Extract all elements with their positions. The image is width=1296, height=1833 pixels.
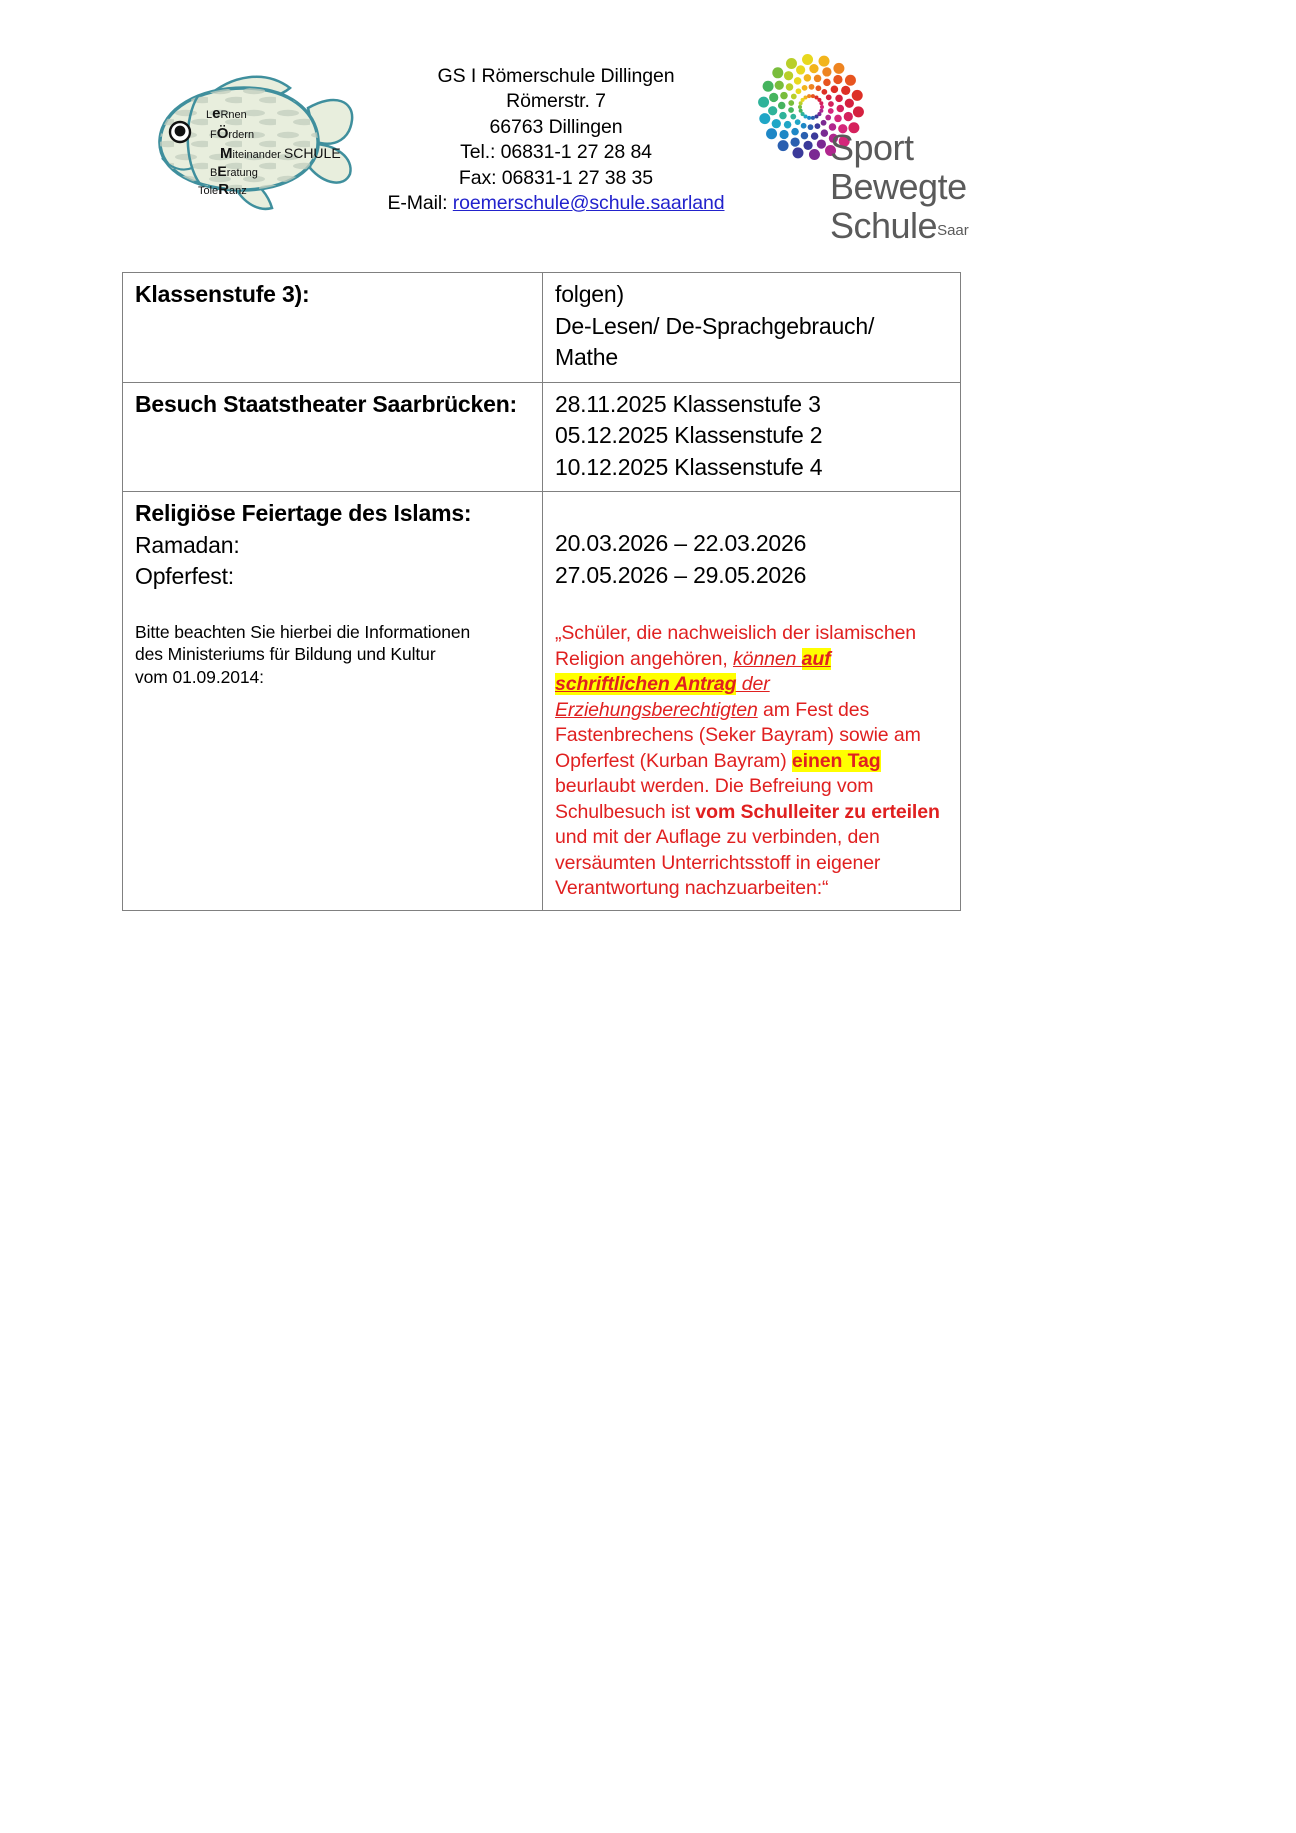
table-cell-value <box>543 492 961 911</box>
email-label: E-Mail: <box>387 192 453 215</box>
quote-segment-4: am Fest des Fastenbrechens (Seker Bayram) sowie am Opferfest (Kurban Bayram) <box>555 698 921 772</box>
row-2-line-2: 05.12.2025 Klassenstufe 2 <box>555 422 823 448</box>
sport-word-3-line <box>830 206 1070 250</box>
sport-word-2: Bewegte <box>830 166 967 207</box>
svg-text:Miteinander SCHULE: Miteinander SCHULE <box>220 145 341 162</box>
ministry-note-line-3: vom 01.09.2014: <box>135 666 264 687</box>
opferfest-dates: 27.05.2026 – 29.05.2026 <box>555 561 807 588</box>
quote-segment-2: auf schriftlichen Antrag <box>555 647 831 695</box>
row-3-sub-opferfest: Opferfest: <box>135 563 234 589</box>
ramadan-dates: 20.03.2026 – 22.03.2026 <box>555 530 807 556</box>
sport-word-1: Sport <box>830 127 914 168</box>
quote-segment-1: können <box>732 647 802 670</box>
ministry-note-line-2: des Ministeriums für Bildung und Kultur <box>135 644 436 664</box>
svg-text:FÖrdern: FÖrdern <box>210 125 255 142</box>
table-cell-value <box>543 273 961 383</box>
islam-dates <box>555 528 950 591</box>
row-2-line-3: 10.12.2025 Klassenstufe 4 <box>555 453 823 480</box>
quote-segment-5: einen Tag <box>791 749 881 772</box>
ministry-note <box>135 621 532 689</box>
row-2-line-1: 28.11.2025 Klassenstufe 3 <box>555 390 821 417</box>
svg-text:LeRnen: LeRnen <box>206 105 247 122</box>
table-row <box>123 382 961 492</box>
quote-segment-8: vom Schulleiter zu erteilen <box>695 800 940 823</box>
table-row <box>123 492 961 911</box>
school-phone: Tel.: 06831-1 27 28 84 <box>460 141 652 164</box>
row-1-line-2: De-Lesen/ De-Sprachgebrauch/ <box>555 312 875 339</box>
table-cell-label <box>123 382 543 492</box>
email-link[interactable]: roemerschule@schule.saarland <box>452 192 725 215</box>
row-1-line-3: Mathe <box>555 344 618 370</box>
school-street: Römerstr. 7 <box>506 90 606 113</box>
quote-segment-0: „Schüler, die nachweislich der islamischen Religion angehören, <box>555 622 917 670</box>
svg-text:BEratung: BEratung <box>210 163 258 179</box>
quote-segment-6: beurlaubt werden. <box>555 775 710 797</box>
fish-logo <box>140 62 370 212</box>
row-1-values <box>555 279 950 374</box>
row-3-sub-ramadan: Ramadan: <box>135 531 240 558</box>
table-cell-label <box>123 492 543 911</box>
schedule-table <box>122 272 961 911</box>
sport-word-suffix: Saar <box>937 222 969 239</box>
row-2-values <box>555 389 950 484</box>
ministry-quote <box>555 621 950 902</box>
quote-segment-3: der Erziehungsberechtigten <box>555 673 770 721</box>
school-address-block <box>366 64 746 216</box>
row-1-heading: Klassenstufe 3): <box>135 281 310 307</box>
row-3-heading: Religiöse Feiertage des Islams: <box>135 500 472 526</box>
ministry-note-line-1: Bitte beachten Sie hierbei die Informationen <box>135 621 471 642</box>
school-fax: Fax: 06831-1 27 38 35 <box>458 166 654 189</box>
school-email-line <box>366 191 746 216</box>
sport-word-3: Schule <box>830 205 938 246</box>
row-2-heading: Besuch Staatstheater Saarbrücken: <box>135 390 517 417</box>
table-cell-value <box>543 382 961 492</box>
sport-bewegte-schule-wordmark <box>830 128 1070 250</box>
quote-segment-9: und mit der Auflage zu verbinden, den versäumten Unterrichtsstoff in eigener Verantwortung nachzuarbeiten:“ <box>555 826 881 899</box>
school-city: 66763 Dillingen <box>489 115 623 138</box>
table-cell-label <box>123 273 543 383</box>
svg-text:ToleRanz: ToleRanz <box>198 181 247 198</box>
table-row <box>123 273 961 383</box>
letterhead-header <box>0 0 1296 250</box>
quote-segment-7: Die Befreiung vom Schulbesuch ist <box>555 775 874 823</box>
school-name: GS I Römerschule Dillingen <box>437 65 675 87</box>
row-1-line-1: folgen) <box>555 281 624 307</box>
